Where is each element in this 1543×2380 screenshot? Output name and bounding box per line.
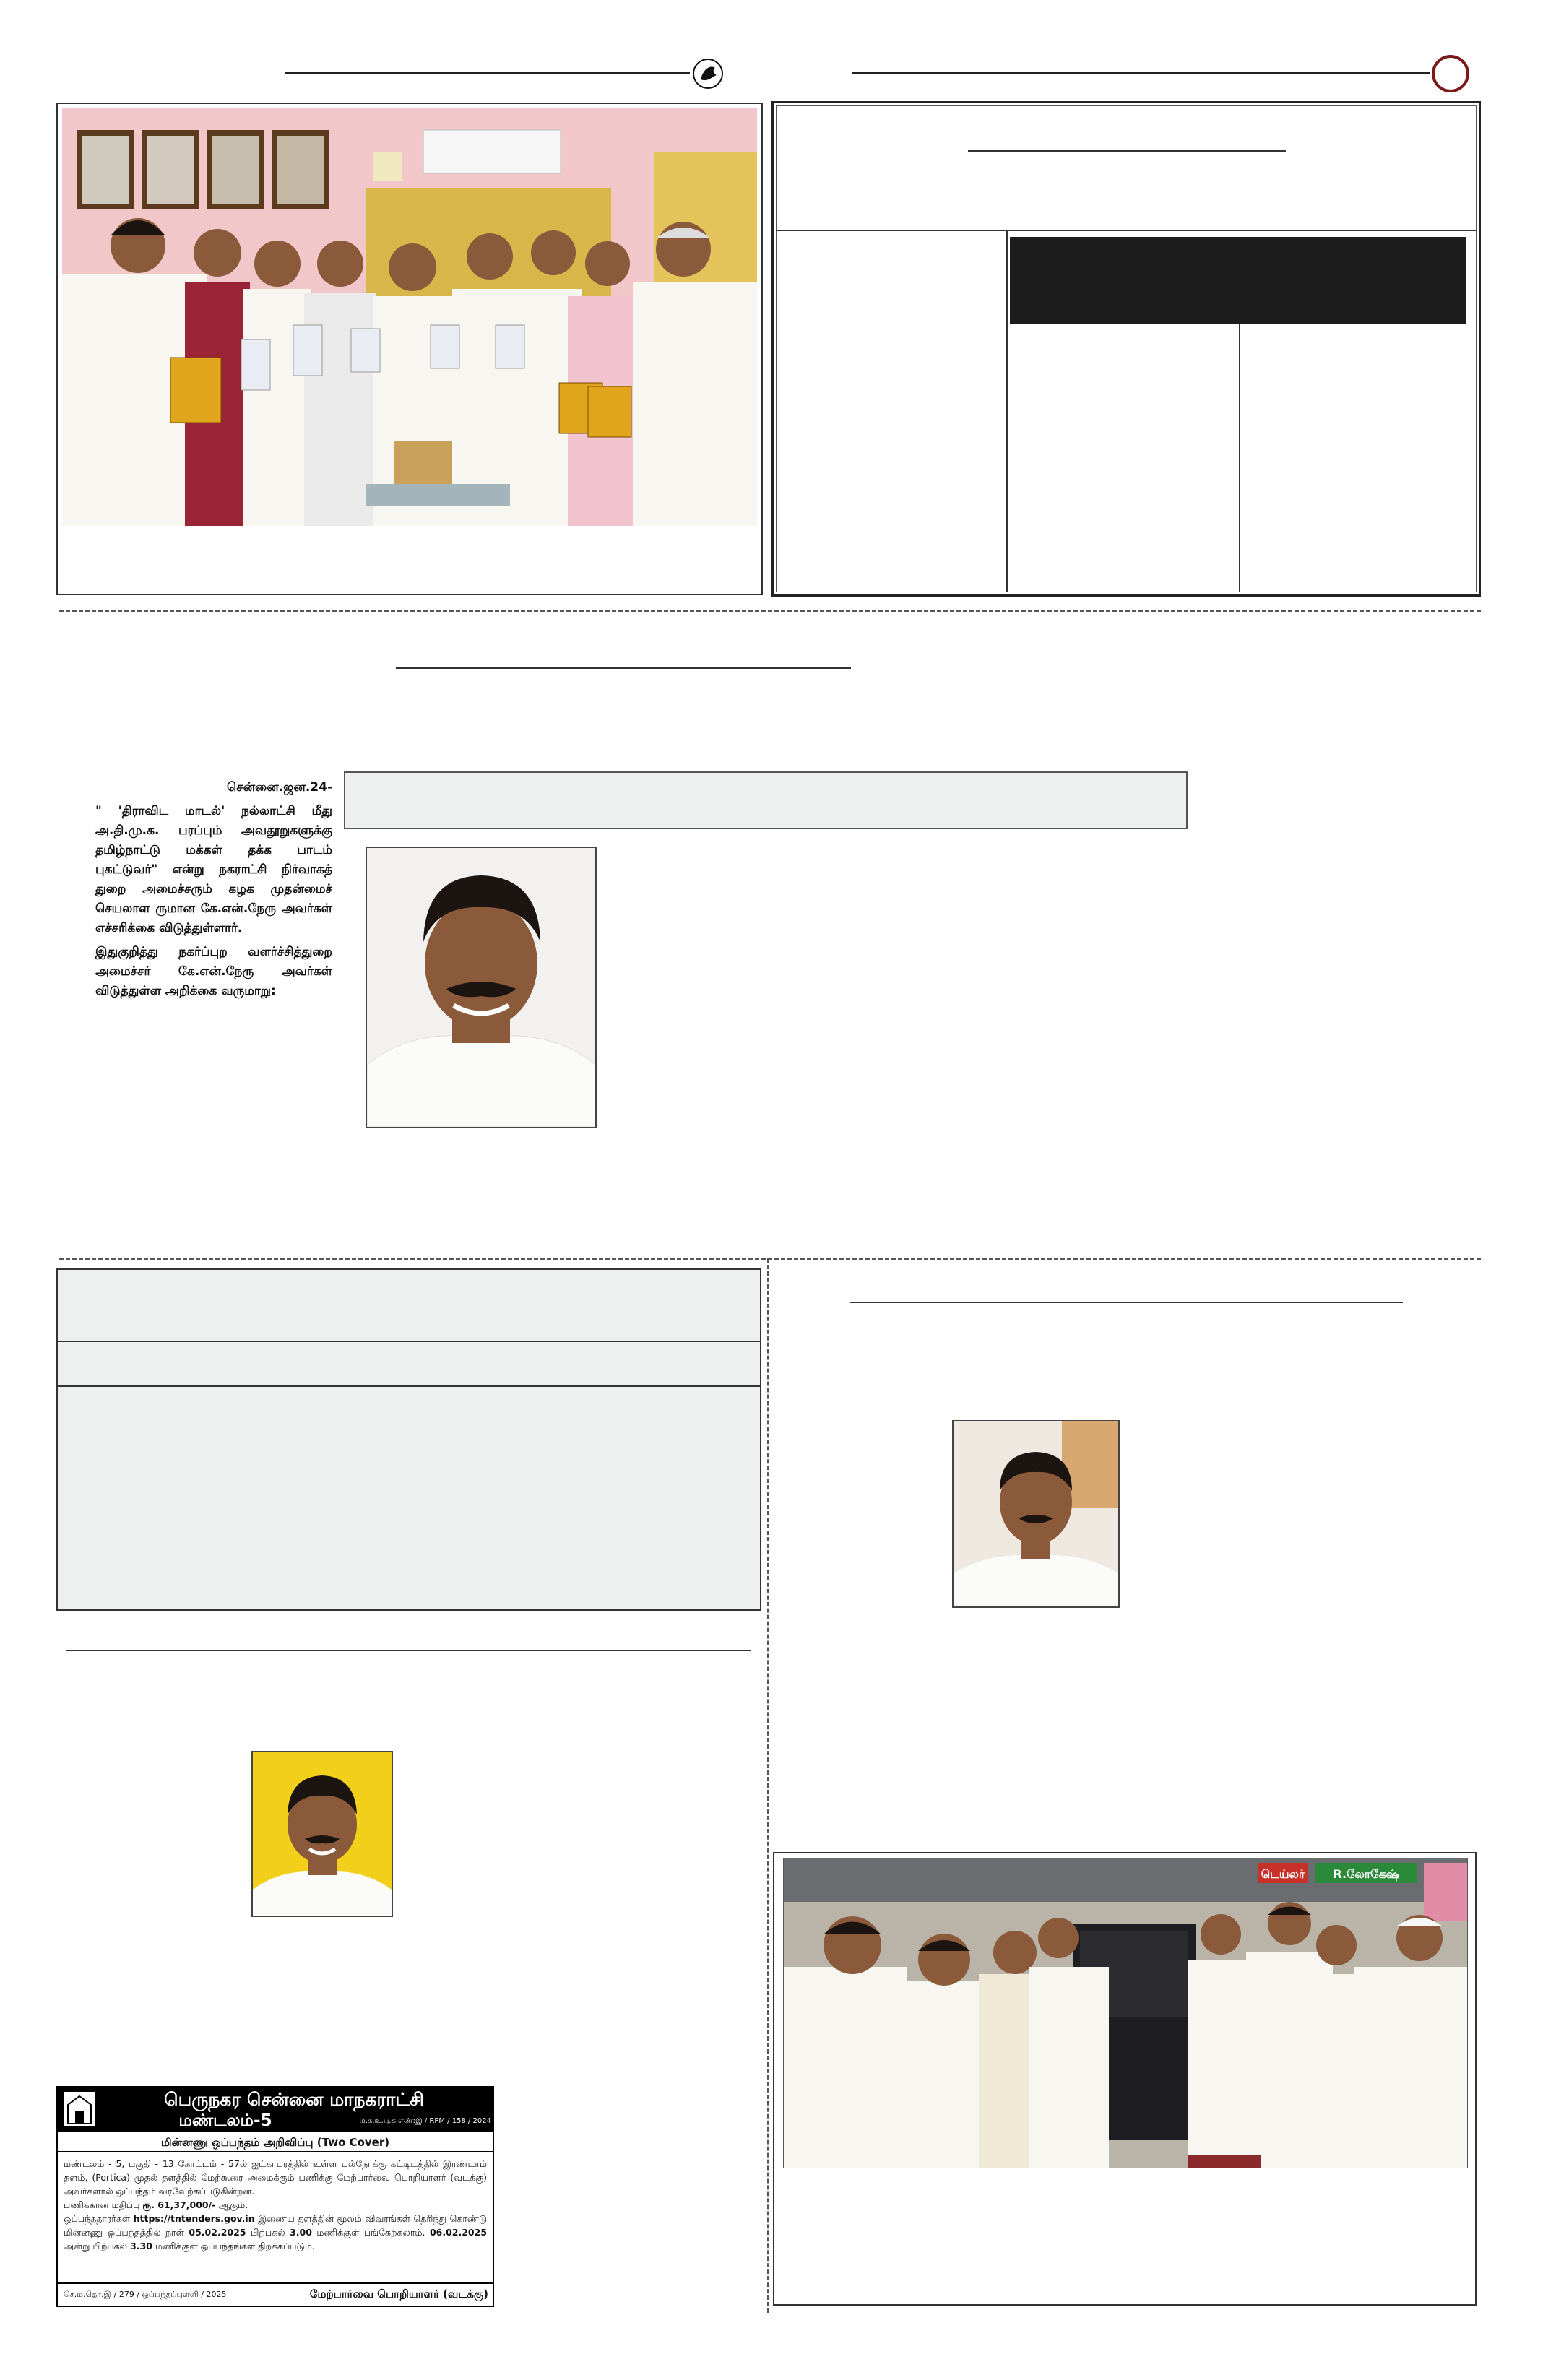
dark-banner <box>1010 237 1466 324</box>
tender-footer-ref: செ.ம.தொ.இ / 279 / ஒப்பந்தப்புள்ளி / 2025 <box>64 2290 227 2299</box>
header-rule-left <box>285 72 690 74</box>
section-separator-2 <box>59 1258 1481 1260</box>
story-paragraph-1: " 'திராவிட மாடல்' நல்லாட்சி மீது அ.தி.மு.க. பரப்பும் அவதூறுகளுக்கு தமிழ்நாட்டு மக்கள் தக்க பாடம் புகட்டுவர்" என்று நகராட்சி நிர்வாகத் துறை அமைச்சரும் கழக முதன்மைச் செயலாள ருமான கே.என்.நேரு அவர்கள் எச்சரிக்கை விடுத்துள்ளார். <box>95 804 332 935</box>
story-paragraph-2: இதுகுறித்து நகர்ப்புற வளர்ச்சித்துறை அமைச்சர் கே.என்.நேரு அவர்கள் விடுத்துள்ள அறிக்கை வருமாறு: <box>95 945 332 998</box>
tender-amount: ரூ. 61,37,000/- <box>142 2199 216 2210</box>
portrait-lower-left <box>251 1751 393 1917</box>
tender-body-3 <box>64 2212 487 2253</box>
tender-body-3b: இணைய தளத்தின் மூலம் விவரங்கள் தெரிந்து கொண்டு மின்னணு ஒப்பந்தத்தில் நாள் <box>64 2213 487 2238</box>
tender-body <box>64 2157 487 2253</box>
shop-sign-2: R.லோகேஷ் <box>1333 1867 1399 1881</box>
tender-body-2-prefix: பணிக்கான மதிப்பு <box>64 2199 140 2210</box>
tender-org-line2: மண்டலம்-5 <box>178 2111 272 2130</box>
tender-body-2 <box>64 2198 487 2212</box>
tender-body-3f: மணிக்குள் ஒப்பந்தங்கள் திறக்கப்படும். <box>155 2241 315 2251</box>
story-highlight-box <box>344 771 1188 829</box>
tender-body-1: மண்டலம் - 5, பகுதி - 13 கோட்டம் - 57ல் ஐட்காபுரத்தில் உள்ள பல்நோக்கு கட்டிடத்தில் இரண்டாம் தளம், (Portica) முதல் தளத்தில் மேற்கூரை அமைக்கும் பணிக்கு மேற்பார்வை பொறியாளர் (வடக்கு) அவர்களால் ஒப்பந்தம் வரவேற்கப்படுகின்றன. <box>64 2158 487 2197</box>
boxed-col-divider-1 <box>1006 231 1008 592</box>
tender-notice <box>56 2086 494 2307</box>
tender-signatory: மேற்பார்வை பொறியாளர் (வடக்கு) <box>309 2288 488 2301</box>
tender-body-3c: பிற்பகல் <box>250 2227 285 2238</box>
tender-body-3d: மணிக்குள் பங்கேற்கலாம். <box>316 2227 425 2238</box>
tender-body-3e: அன்று பிற்பகல் <box>64 2241 128 2251</box>
tender-title: மின்னணு ஒப்பந்தம் அறிவிப்பு (Two Cover) <box>58 2134 493 2152</box>
portrait-minister-1 <box>366 847 597 1128</box>
corporation-seal-icon <box>64 2092 95 2126</box>
tender-body-2-suffix: ஆகும். <box>218 2199 248 2210</box>
tender-ref: ம.சு.உ.பு.க.எண்:இ / RPM / 158 / 2024 <box>359 2117 491 2125</box>
tender-body-3a: ஒப்பந்ததாரர்கள் <box>64 2213 131 2224</box>
column-separator <box>767 1258 769 2313</box>
tender-org-line1: பெருநகர சென்னை மாநகராட்சி <box>164 2089 424 2110</box>
tender-date-1: 05.02.2025 <box>189 2227 246 2238</box>
boxed-article-divider <box>776 230 1477 231</box>
boxed-article-inner <box>776 105 1477 592</box>
portrait-lower-right <box>952 1420 1120 1608</box>
lower-left-headline-rule <box>66 1650 751 1651</box>
lower-right-headline-rule <box>850 1302 1403 1303</box>
tender-notice-header <box>58 2087 493 2132</box>
tender-footer-rule <box>58 2282 493 2284</box>
tender-time-2: 3.30 <box>130 2241 152 2251</box>
tender-time-1: 3.00 <box>290 2227 312 2238</box>
gray-panel-rule-1 <box>58 1341 760 1342</box>
circle-emblem-icon <box>1432 55 1469 92</box>
section-separator-1 <box>59 610 1481 612</box>
boxed-article-headline-rule <box>968 150 1286 152</box>
tender-date-2: 06.02.2025 <box>429 2227 488 2238</box>
group-photo-book-release <box>62 108 757 526</box>
sun-emblem-icon <box>692 58 724 90</box>
tender-website-link[interactable]: https://tntenders.gov.in <box>133 2213 255 2224</box>
group-photo-plaque-inauguration <box>783 1858 1468 2168</box>
gray-info-panel <box>56 1268 761 1611</box>
story-dateline: சென்னை.ஜன.24- <box>227 780 332 795</box>
shop-sign-1: டெய்லர் <box>1261 1867 1305 1881</box>
header-rule-right <box>852 72 1430 74</box>
gray-panel-rule-2 <box>58 1385 760 1387</box>
boxed-col-divider-2 <box>1239 321 1240 592</box>
main-headline-rule <box>396 667 851 669</box>
